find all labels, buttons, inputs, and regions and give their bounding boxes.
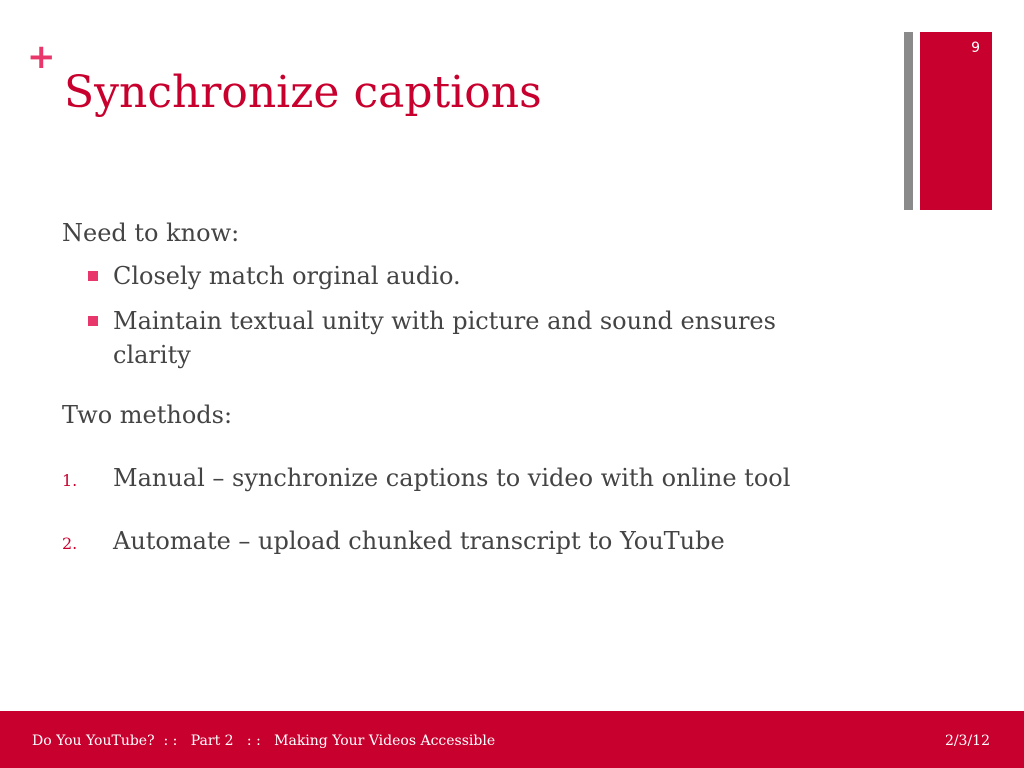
plus-logo-icon: + bbox=[27, 37, 56, 77]
heading-need-to-know: Need to know: bbox=[62, 219, 240, 247]
numbered-item-text: Manual – synchronize captions to video with online tool bbox=[113, 464, 791, 492]
footer-date: 2/3/12 bbox=[944, 733, 990, 749]
slide-footer bbox=[0, 711, 1024, 768]
numbered-item-text: Automate – upload chunked transcript to YouTube bbox=[113, 527, 725, 555]
footer-title: Do You YouTube? : : Part 2 : : Making Your Videos Accessible bbox=[32, 733, 496, 749]
bullet-text: Maintain textual unity with picture and sound ensures clarity bbox=[113, 307, 776, 369]
numbered-item bbox=[62, 463, 862, 496]
slide-title: Synchronize captions bbox=[64, 67, 542, 118]
bullet-item bbox=[88, 261, 848, 291]
number-marker: 1. bbox=[62, 471, 78, 490]
square-bullet-icon bbox=[88, 316, 98, 326]
bullet-text: Closely match orginal audio. bbox=[113, 262, 461, 290]
numbered-item bbox=[62, 526, 862, 559]
square-bullet-icon bbox=[88, 271, 98, 281]
slide-number: 9 bbox=[971, 40, 980, 56]
heading-two-methods: Two methods: bbox=[62, 401, 233, 429]
bullet-item bbox=[88, 304, 828, 372]
number-marker: 2. bbox=[62, 534, 78, 553]
